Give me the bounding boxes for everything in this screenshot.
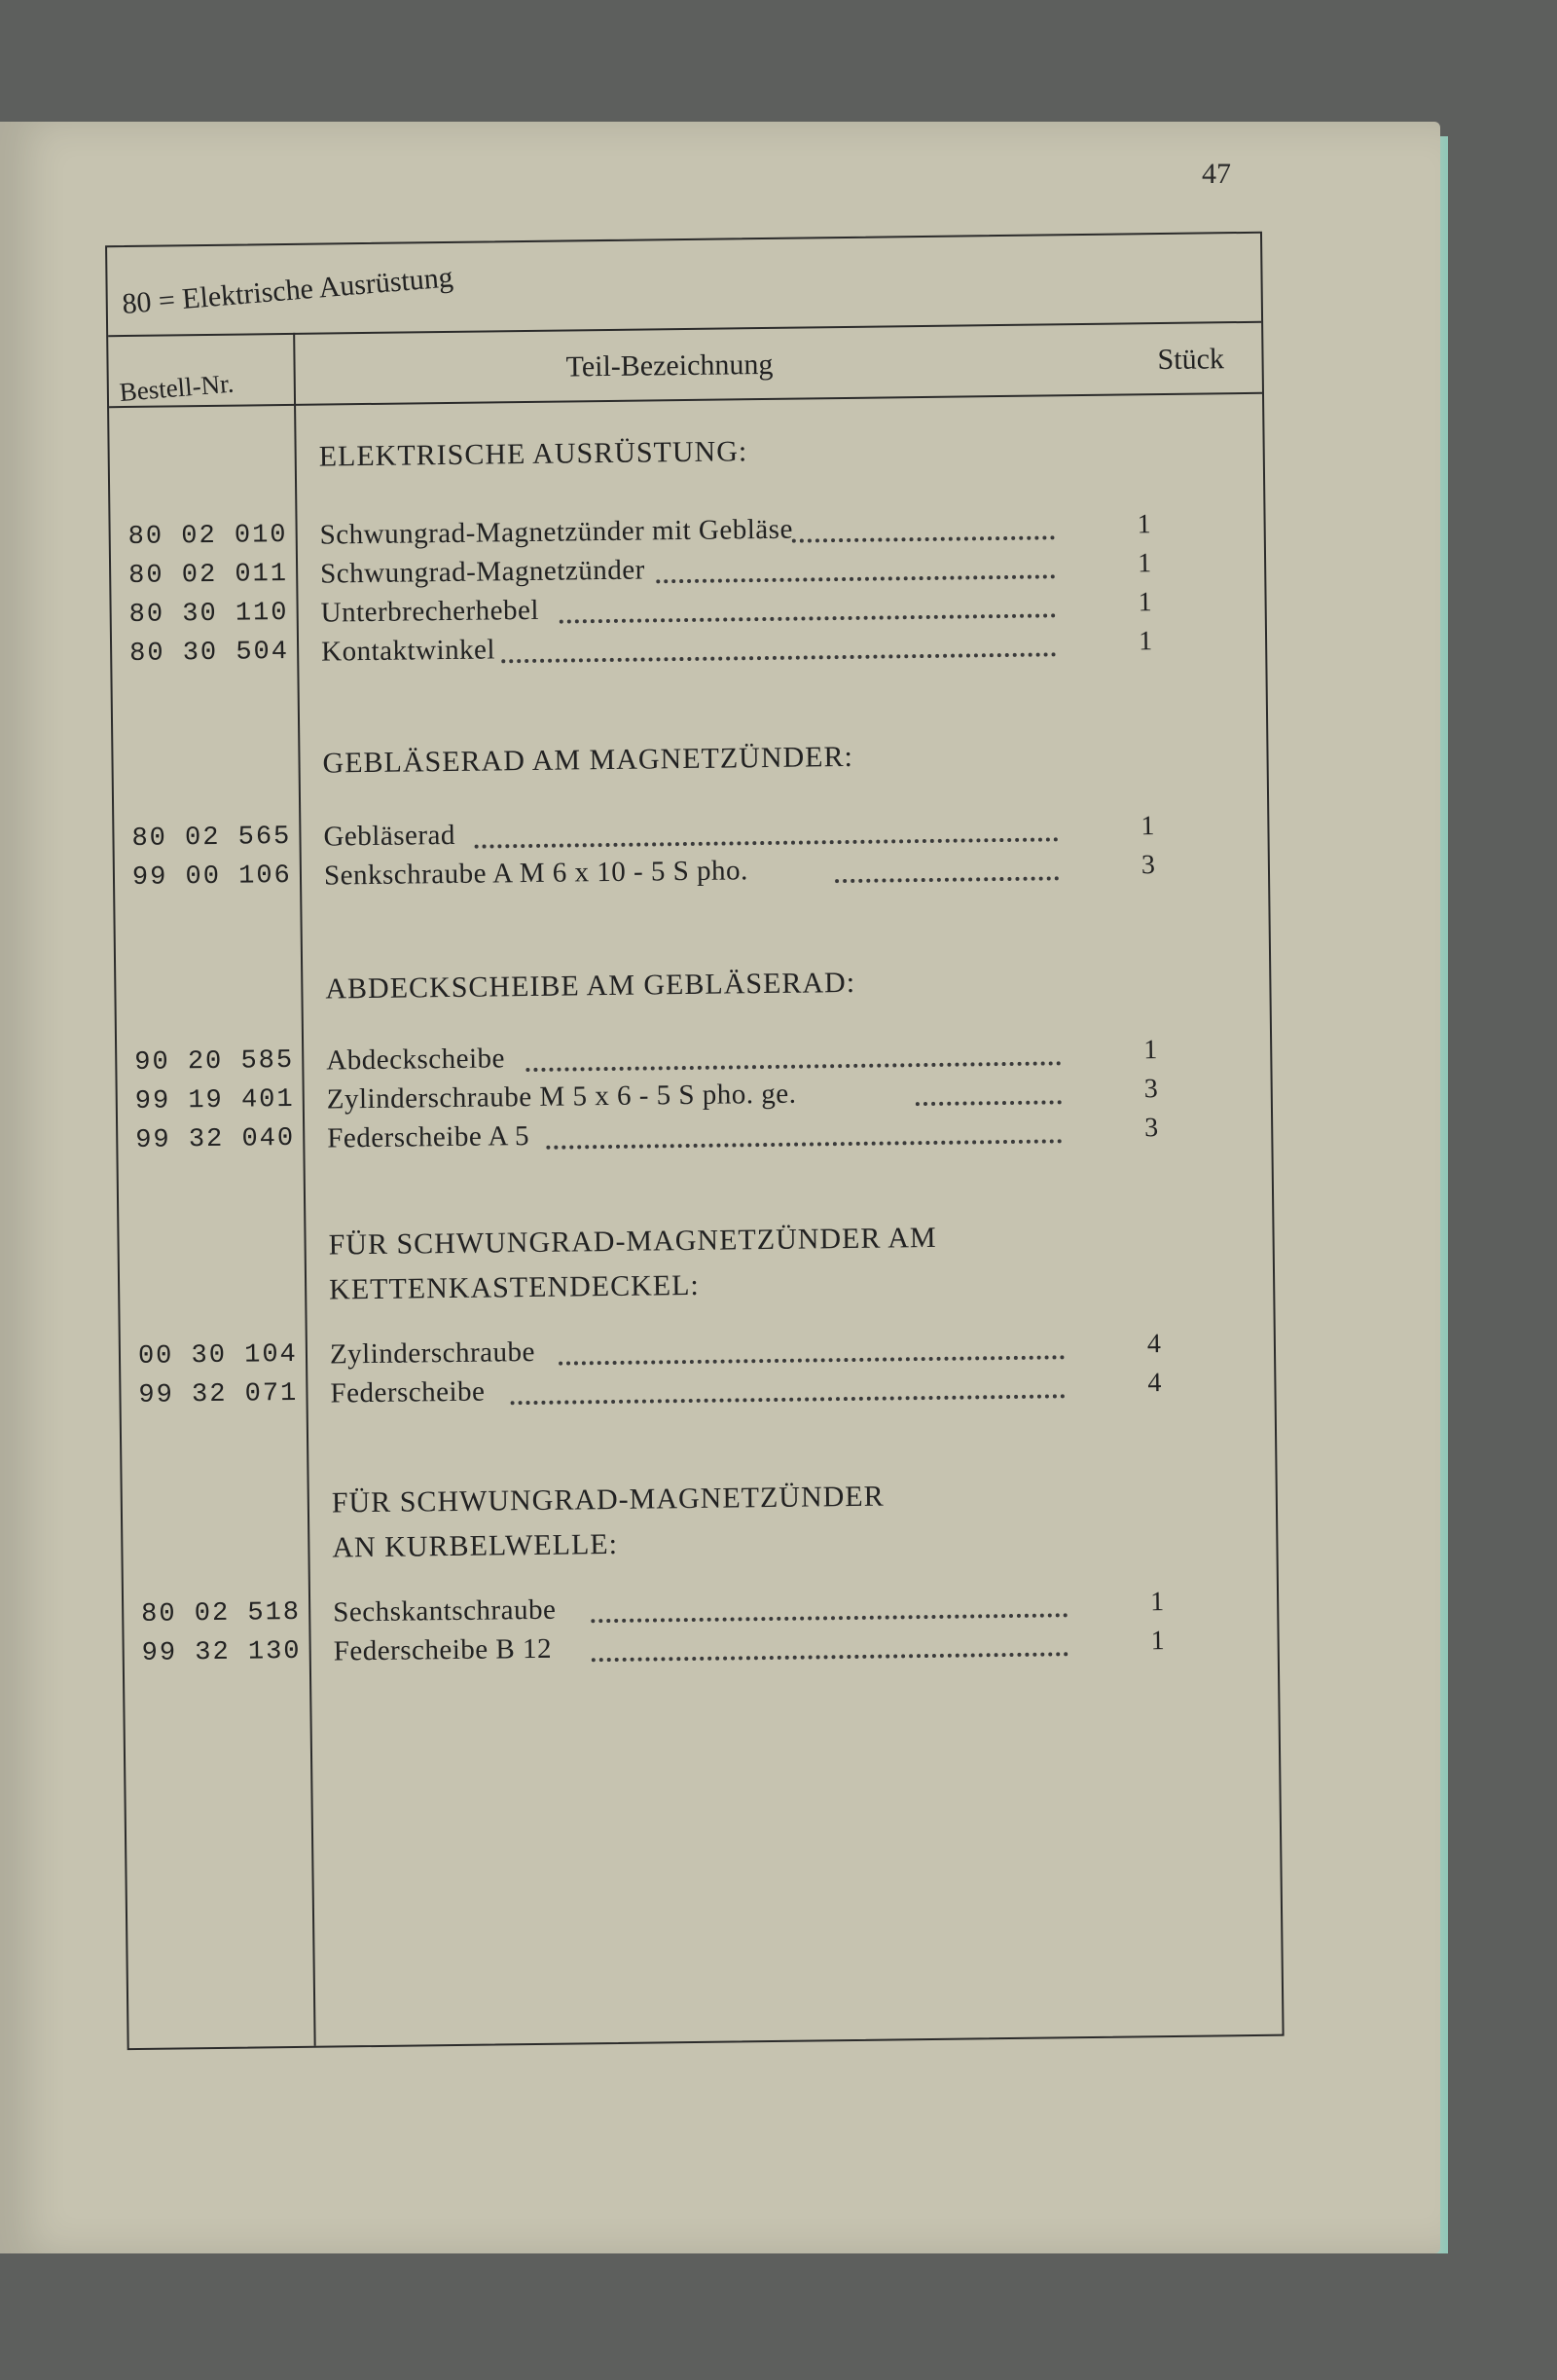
- part-quantity: 3: [1143, 1074, 1158, 1105]
- parts-table: [105, 232, 1285, 2050]
- order-number: 80 30 504: [128, 637, 290, 669]
- part-quantity: 1: [1143, 1035, 1158, 1066]
- part-description: Zylinderschraube M 5 x 6 - 5 S pho. ge.: [326, 1078, 797, 1116]
- order-number: 80 02 011: [128, 559, 289, 591]
- section-heading: ELEKTRISCHE AUSRÜSTUNG:: [318, 435, 748, 473]
- part-description: Federscheibe A 5: [327, 1120, 530, 1154]
- part-quantity: 1: [1138, 626, 1153, 657]
- dot-leader: [501, 652, 1056, 663]
- table-rule-header: [109, 392, 1262, 408]
- dot-leader: [916, 1100, 1062, 1106]
- order-number: 80 02 565: [131, 822, 292, 854]
- group-label: 80 = Elektrische Ausrüstung: [121, 261, 454, 321]
- order-number: 99 00 106: [131, 860, 292, 893]
- section-heading: [332, 1472, 1111, 1571]
- section-heading: ABDECKSCHEIBE AM GEBLÄSERAD:: [325, 966, 856, 1006]
- section-heading-line: AN KURBELWELLE:: [332, 1527, 619, 1564]
- part-description: Schwungrad-Magnetzünder mit Gebläse: [319, 513, 794, 551]
- page-number: 47: [1202, 158, 1231, 190]
- dot-leader: [656, 574, 1055, 583]
- dot-leader: [591, 1613, 1068, 1623]
- header-quantity: Stück: [1157, 343, 1225, 377]
- part-quantity: 1: [1137, 548, 1152, 579]
- part-description: Kontaktwinkel: [320, 634, 496, 668]
- dot-leader: [559, 1355, 1065, 1365]
- part-description: Abdeckscheibe: [326, 1043, 506, 1077]
- part-description: Sechskantschraube: [333, 1593, 557, 1629]
- header-description: Teil-Bezeichnung: [565, 348, 774, 384]
- order-number: 90 20 585: [134, 1045, 295, 1078]
- part-quantity: 1: [1141, 811, 1155, 842]
- section-heading-line: FÜR SCHWUNGRAD-MAGNETZÜNDER AM: [328, 1221, 937, 1262]
- dot-leader: [525, 1061, 1061, 1072]
- order-number: 99 32 130: [141, 1636, 302, 1668]
- dot-leader: [511, 1394, 1066, 1405]
- order-number: 99 19 401: [134, 1084, 295, 1117]
- section-heading-line: KETTENKASTENDECKEL:: [328, 1268, 700, 1306]
- dot-leader: [560, 613, 1056, 623]
- dot-leader: [592, 1652, 1068, 1662]
- section-heading-line: FÜR SCHWUNGRAD-MAGNETZÜNDER: [331, 1480, 885, 1520]
- dot-leader: [835, 876, 1059, 883]
- part-quantity: 4: [1147, 1368, 1162, 1399]
- order-number: 00 30 104: [137, 1339, 298, 1372]
- order-number: 99 32 040: [135, 1123, 296, 1155]
- part-description: Federscheibe: [330, 1375, 486, 1410]
- dot-leader: [792, 535, 1055, 542]
- part-description: Zylinderschraube: [329, 1336, 536, 1371]
- dot-leader: [475, 837, 1059, 848]
- part-description: Gebläserad: [323, 819, 456, 853]
- part-quantity: 4: [1146, 1329, 1162, 1360]
- order-number: 80 30 110: [128, 598, 289, 630]
- section-heading: [328, 1214, 1107, 1313]
- part-description: Unterbrecherhebel: [320, 594, 540, 629]
- part-description: Senkschraube A M 6 x 10 - 5 S pho.: [323, 855, 749, 892]
- dot-leader: [546, 1139, 1062, 1149]
- part-description: Schwungrad-Magnetzünder: [319, 554, 645, 590]
- part-quantity: 1: [1137, 509, 1151, 540]
- table-rule-top: [108, 321, 1261, 337]
- part-quantity: 3: [1141, 850, 1156, 881]
- part-quantity: 1: [1149, 1587, 1165, 1618]
- part-quantity: 3: [1144, 1113, 1159, 1144]
- section-heading: GEBLÄSERAD AM MAGNETZÜNDER:: [322, 740, 854, 780]
- part-description: Federscheibe B 12: [333, 1632, 553, 1667]
- part-quantity: 1: [1138, 587, 1152, 618]
- header-order-no: Bestell-Nr.: [118, 368, 235, 408]
- order-number: 80 02 010: [127, 520, 288, 552]
- order-number: 99 32 071: [138, 1378, 299, 1410]
- part-quantity: 1: [1150, 1626, 1165, 1657]
- order-number: 80 02 518: [141, 1597, 302, 1629]
